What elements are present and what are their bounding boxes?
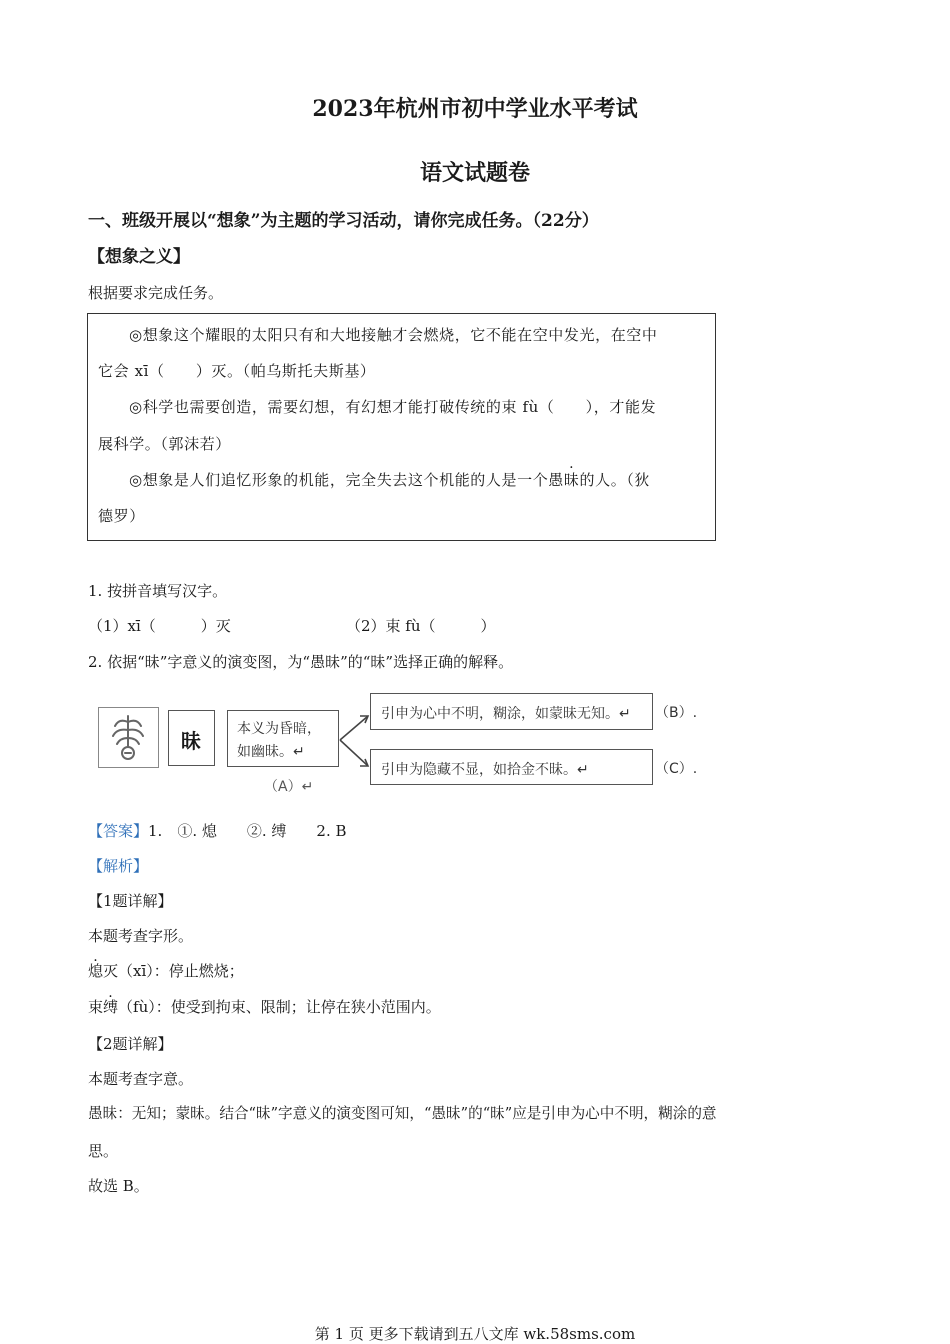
question-1-part-b: （2）束 fù（ ） [346, 617, 496, 635]
detail1-line2-rest: （fù）：使受到拘束、限制；让停在狭小范围内。 [118, 998, 441, 1016]
detail1-intro: 本题考查字形。 [88, 927, 194, 945]
quote3-line1 [129, 469, 650, 490]
emphasized-char: 熄 [88, 962, 104, 980]
detail1-line1-rest: 灭（xī）：停止燃烧； [103, 962, 244, 980]
detail2-intro: 本题考查字意。 [88, 1070, 194, 1088]
box-b-text: 引申为心中不明，糊涂，如蒙昧无知。↵ [381, 706, 631, 722]
box-c [370, 749, 653, 785]
branch-arrows [338, 696, 372, 774]
detail2-line1: 愚昧：无知；蒙昧。结合“昧”字意义的演变图可知，“愚昧”的“昧”应是引申为心中不明，糊涂的意 [88, 1105, 717, 1122]
detail1-line1 [88, 961, 244, 981]
subheading: 【想象之义】 [88, 247, 190, 267]
answer-line [88, 821, 347, 841]
quote1-line1: ◎想象这个耀眼的太阳只有和大地接触才会燃烧，它不能在空中发光，在空中 [129, 326, 658, 344]
answer-label: 【答案】 [88, 822, 149, 840]
exam-subtitle: 语文试题卷 [419, 160, 530, 186]
box-a-line2: 如幽昧。↵ [237, 744, 305, 760]
box-b [370, 693, 653, 730]
detail1-line2-pre: 束 [88, 998, 104, 1016]
label-c: （C）. [655, 761, 698, 777]
detail1-heading: 【1题详解】 [88, 892, 173, 910]
quote2-line2: 展科学。（郭沫若） [98, 435, 231, 453]
answer-text: 1. ①. 熄 ②. 缚 2. B [148, 822, 347, 840]
detail2-line2: 思。 [88, 1142, 119, 1160]
quote2-line1: ◎科学也需要创造，需要幻想，有幻想才能打破传统的束 fù（ ），才能发 [129, 398, 657, 416]
detail1-line2 [88, 997, 441, 1017]
box-a [227, 710, 339, 767]
box-c-text: 引申为隐藏不显，如拾金不昧。↵ [381, 762, 589, 778]
analysis-label: 【解析】 [88, 857, 149, 875]
section-heading: 一、班级开展以“想象”为主题的学习活动，请你完成任务。（22分） [88, 211, 599, 231]
emphasized-char: 昧 [563, 471, 580, 489]
quote3-line2: 德罗） [98, 507, 145, 525]
page-footer: 第 1 页 更多下载请到五八文库 wk.58sms.com [314, 1325, 636, 1343]
character-glyph: 昧 [181, 729, 201, 753]
detail2-heading: 【2题详解】 [88, 1035, 173, 1053]
question-1: 1. 按拼音填写汉字。 [88, 582, 228, 600]
instruction: 根据要求完成任务。 [88, 284, 224, 302]
question-1-part-a: （1）xī（ ）灭 [88, 617, 231, 635]
question-2: 2. 依据“昧”字意义的演变图，为“愚昧”的“昧”选择正确的解释。 [88, 653, 514, 671]
meaning-evolution-diagram [98, 686, 698, 798]
box-a-line1: 本义为昏暗， [237, 721, 321, 737]
ancient-glyph-icon [99, 708, 157, 766]
label-b: （B）. [655, 705, 698, 721]
quote-box [87, 313, 716, 541]
exam-title: 2023年杭州市初中学业水平考试 [312, 96, 638, 122]
detail2-conclusion: 故选 B。 [88, 1177, 149, 1195]
ancient-glyph-box [98, 707, 159, 768]
quote3-text-post: 的人。（狄 [579, 471, 651, 489]
label-a: （A）↵ [264, 779, 314, 795]
quote3-text-pre: ◎想象是人们追忆形象的机能，完全失去这个机能的人是一个愚 [129, 471, 564, 489]
emphasized-char: 缚 [103, 998, 119, 1016]
quote1-line2: 它会 xī（ ）灭。（帕乌斯托夫斯基） [98, 362, 376, 380]
character-box [168, 710, 215, 766]
